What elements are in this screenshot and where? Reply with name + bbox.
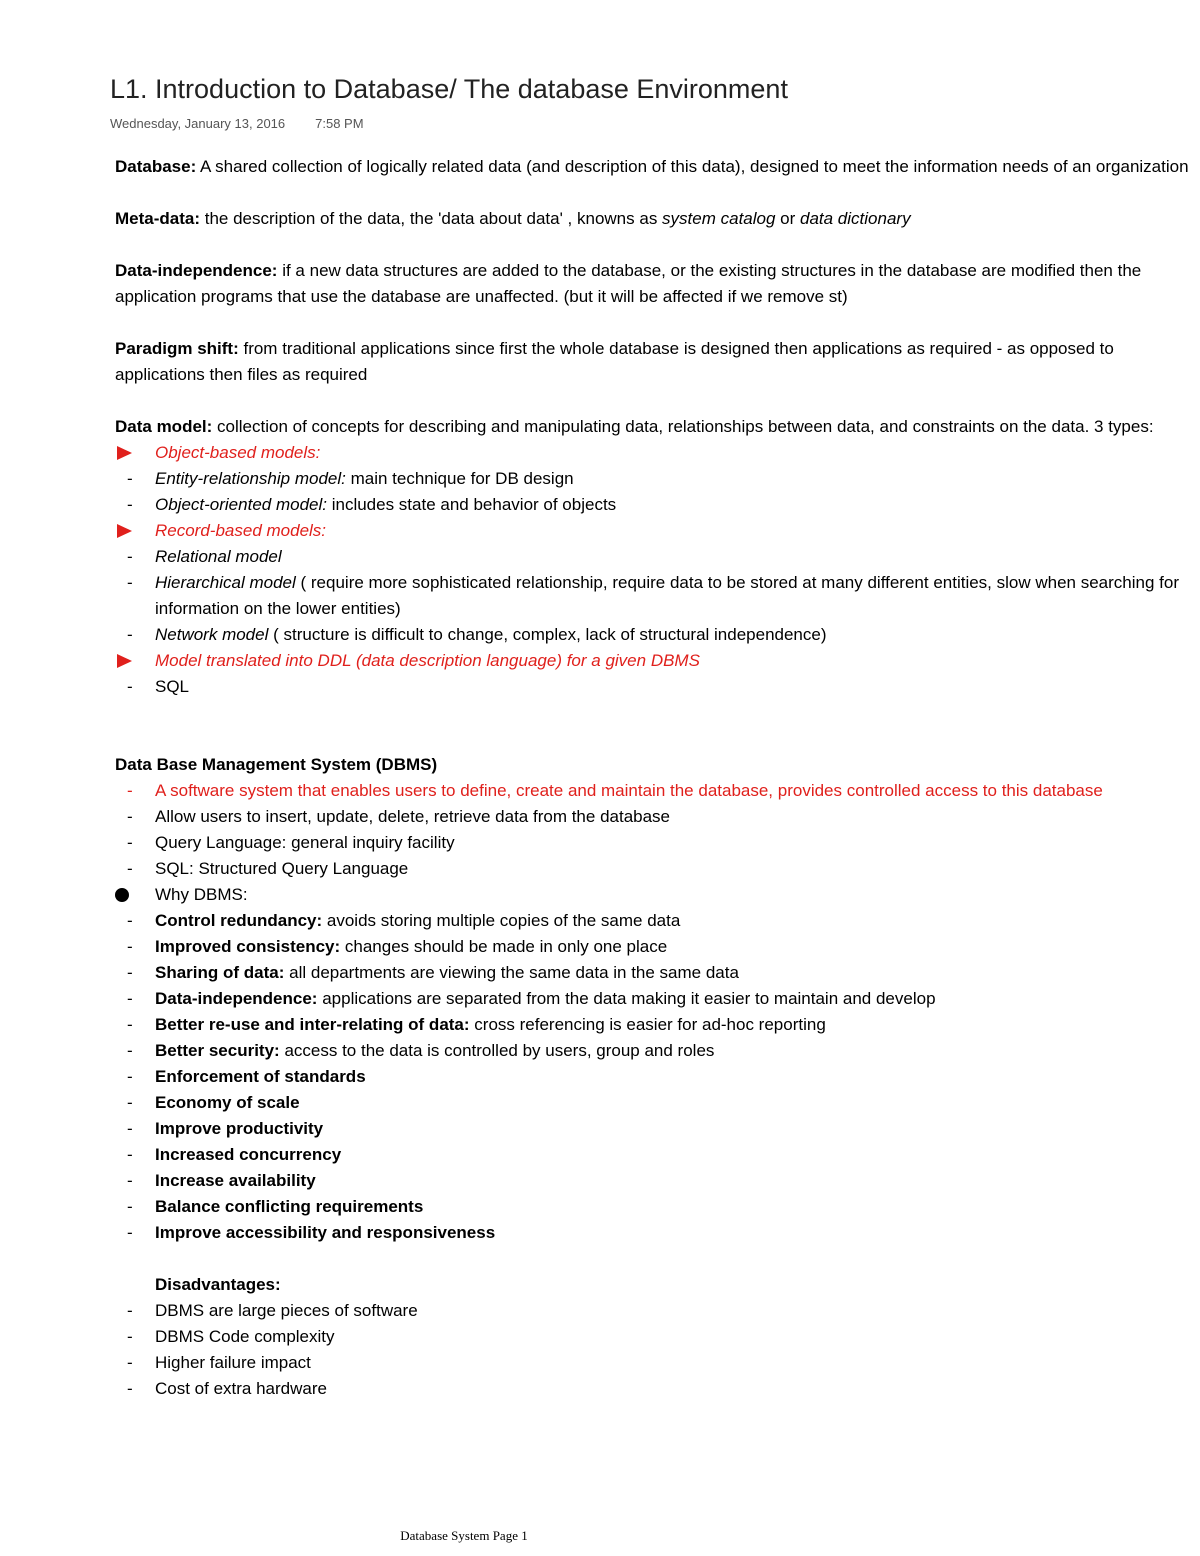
def-data-independence: Data-independence: if a new data structures are added to the database, or the existing structures in the database are modified then the application programs that use the database are unaffected. (but it will be affected if we remove st) <box>115 261 1142 306</box>
disadvantage-item: - Higher failure impact <box>127 1353 311 1372</box>
advantage-item: - Enforcement of standards <box>127 1067 366 1086</box>
advantage-item: - Balance conflicting requirements <box>127 1197 424 1216</box>
advantage-item: - Better re-use and inter-relating of data: cross referencing is easier for ad-hoc reporting <box>127 1015 826 1034</box>
advantage-item: - Improve accessibility and responsiveness <box>127 1223 496 1242</box>
page-footer: Database System Page 1 <box>400 1528 528 1543</box>
advantage-item: - Control redundancy: avoids storing multiple copies of the same data <box>127 911 681 930</box>
list-item: - Query Language: general inquiry facility <box>127 833 455 852</box>
list-item: - Allow users to insert, update, delete, retrieve data from the database <box>127 807 671 826</box>
triangle-bullet-icon <box>117 446 132 460</box>
def-paradigm-shift: Paradigm shift: from traditional applications since first the whole database is designed then applications as required - as opposed to applications then files as required <box>115 339 1114 384</box>
dot-bullet-icon <box>115 888 129 902</box>
advantage-item: - Sharing of data: all departments are viewing the same data in the same data <box>127 963 739 982</box>
advantage-item: - Better security: access to the data is controlled by users, group and roles <box>127 1041 715 1060</box>
advantage-item: - Improve productivity <box>127 1119 324 1138</box>
page-title: L1. Introduction to Database/ The database Environment <box>110 74 788 104</box>
disadvantage-item: - DBMS are large pieces of software <box>127 1301 418 1320</box>
advantage-item: - Increased concurrency <box>127 1145 342 1164</box>
list-item-network: - Network model ( structure is difficult to change, complex, lack of structural independence) <box>127 625 827 644</box>
def-data-model: Data model: collection of concepts for describing and manipulating data, relationships between data, and constraints on the data. 3 types: <box>115 417 1154 436</box>
list-item-er-model: - Entity-relationship model: main technique for DB design <box>127 469 574 488</box>
list-item-ddl: Model translated into DDL (data description language) for a given DBMS <box>115 648 1190 674</box>
list-item-why-dbms: Why DBMS: <box>115 882 1190 908</box>
list-item: - SQL: Structured Query Language <box>127 859 409 878</box>
disadvantage-item: - DBMS Code complexity <box>127 1327 335 1346</box>
list-item-relational: - Relational model <box>127 547 282 566</box>
note-timestamp <box>110 116 364 131</box>
note-body <box>115 154 1190 1402</box>
triangle-bullet-icon <box>117 524 132 538</box>
disadvantages-heading: Disadvantages: <box>155 1275 281 1294</box>
list-item-object-based: Object-based models: <box>115 440 1190 466</box>
advantage-item: - Increase availability <box>127 1171 316 1190</box>
def-metadata: Meta-data: the description of the data, the 'data about data' , knowns as system catalog or data dictionary <box>115 209 911 228</box>
list-item-dbms-def: - A software system that enables users to define, create and maintain the database, provides controlled access to this database <box>127 781 1103 800</box>
list-item-record-based: Record-based models: <box>115 518 1190 544</box>
def-database: Database: A shared collection of logically related data (and description of this data), designed to meet the information needs of an organization <box>115 157 1189 176</box>
advantage-item: - Improved consistency: changes should be made in only one place <box>127 937 668 956</box>
list-item-sql: - SQL <box>127 677 190 696</box>
list-item-hierarchical: - Hierarchical model ( require more sophisticated relationship, require data to be stored at many different entities, slow when searching for information on the lower entities) <box>127 573 1179 618</box>
disadvantage-item: - Cost of extra hardware <box>127 1379 327 1398</box>
advantage-item: - Economy of scale <box>127 1093 300 1112</box>
note-time: 7:58 PM <box>315 116 364 131</box>
note-date: Wednesday, January 13, 2016 <box>110 116 286 131</box>
advantage-item: - Data-independence: applications are separated from the data making it easier to maintain and develop <box>127 989 936 1008</box>
list-item-oo-model: - Object-oriented model: includes state and behavior of objects <box>127 495 617 514</box>
dbms-heading: Data Base Management System (DBMS) <box>115 755 438 774</box>
triangle-bullet-icon <box>117 654 132 668</box>
